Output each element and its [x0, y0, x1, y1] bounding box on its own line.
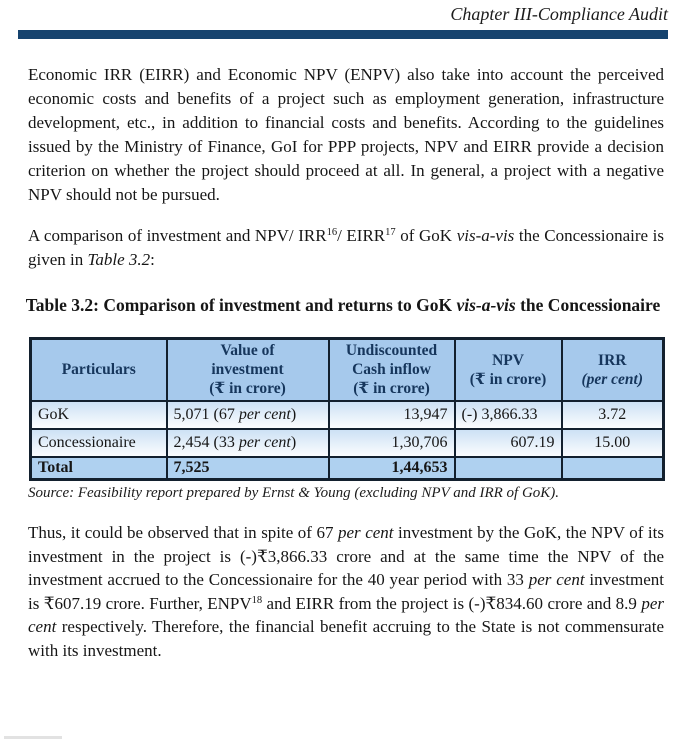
table-row-concessionaire — [31, 429, 664, 457]
cell-concessionaire-irr: 15.00 — [562, 429, 664, 457]
source-note: Source: Feasibility report prepared by Ernst & Young (excluding NPV and IRR of GoK). — [28, 485, 560, 501]
cell-gok-npv: (-) 3,866.33 — [455, 401, 562, 429]
cell-gok-particulars: GoK — [31, 401, 167, 429]
col-header-investment: Value of investment (₹ in crore) — [167, 339, 329, 401]
cell-concessionaire-npv: 607.19 — [455, 429, 562, 457]
cell-gok-investment: 5,071 (67 per cent) — [167, 401, 329, 429]
cell-total-cash-inflow: 1,44,653 — [329, 457, 455, 480]
cell-concessionaire-cash-inflow: 1,30,706 — [329, 429, 455, 457]
paragraph-eirr-intro: Economic IRR (EIRR) and Economic NPV (ENPV) also take into account the perceived economic costs and benefits of a project such as employment generation, infrastructure development, etc., in addition to financial costs and benefits. According to the guidelines issued by the Ministry of Finance, GoI for PPP projects, NPV and EIRR provide a decision criterion on whether the project should proceed at all. In general, a project with a negative NPV should not be pursued. — [28, 65, 664, 204]
table-header-row — [31, 339, 664, 401]
table-row-gok — [31, 401, 664, 429]
table-title: Table 3.2: Comparison of investment and returns to GoK vis-a-vis the Concessionaire — [25, 295, 661, 315]
cell-concessionaire-particulars: Concessionaire — [31, 429, 167, 457]
paragraph-analysis: Thus, it could be observed that in spite of 67 per cent investment by the GoK, the NPV of its investment in the project is (-)₹3,866.33 crore and at the same time the NPV of the investment accrued to the Concessionaire for the 40 year period with 33 per cent investment is ₹607.19 crore. Further, ENPV$^{18}$ and EIRR from the project is (-)₹834.60 crore and 8.9 per cent respectively. Therefore, the financial benefit accruing to the State is not commensurate with its investment. — [28, 523, 664, 660]
page-header — [0, 0, 686, 30]
col-header-npv: NPV (₹ in crore) — [455, 339, 562, 401]
cell-total-particulars: Total — [31, 457, 167, 480]
chapter-heading: Chapter III-Compliance Audit — [450, 4, 668, 24]
cell-total-npv — [455, 457, 562, 480]
footnote-rule-fragment — [4, 736, 62, 739]
cell-gok-cash-inflow: 13,947 — [329, 401, 455, 429]
col-header-irr: IRR (per cent) — [562, 339, 664, 401]
table-row-total — [31, 457, 664, 480]
investment-table — [29, 337, 665, 481]
col-header-cash-inflow: Undiscounted Cash inflow (₹ in crore) — [329, 339, 455, 401]
paragraph-comparison: A comparison of investment and NPV/ IRR$^{16}$/ EIRR$^{17}$ of GoK vis-a-vis the Concessionaire is given in Table 3.2: — [28, 226, 665, 269]
cell-concessionaire-investment: 2,454 (33 per cent) — [167, 429, 329, 457]
cell-total-irr — [562, 457, 664, 480]
cell-total-investment: 7,525 — [167, 457, 329, 480]
cell-gok-irr: 3.72 — [562, 401, 664, 429]
header-rule — [18, 30, 668, 39]
col-header-particulars: Particulars — [31, 339, 167, 401]
